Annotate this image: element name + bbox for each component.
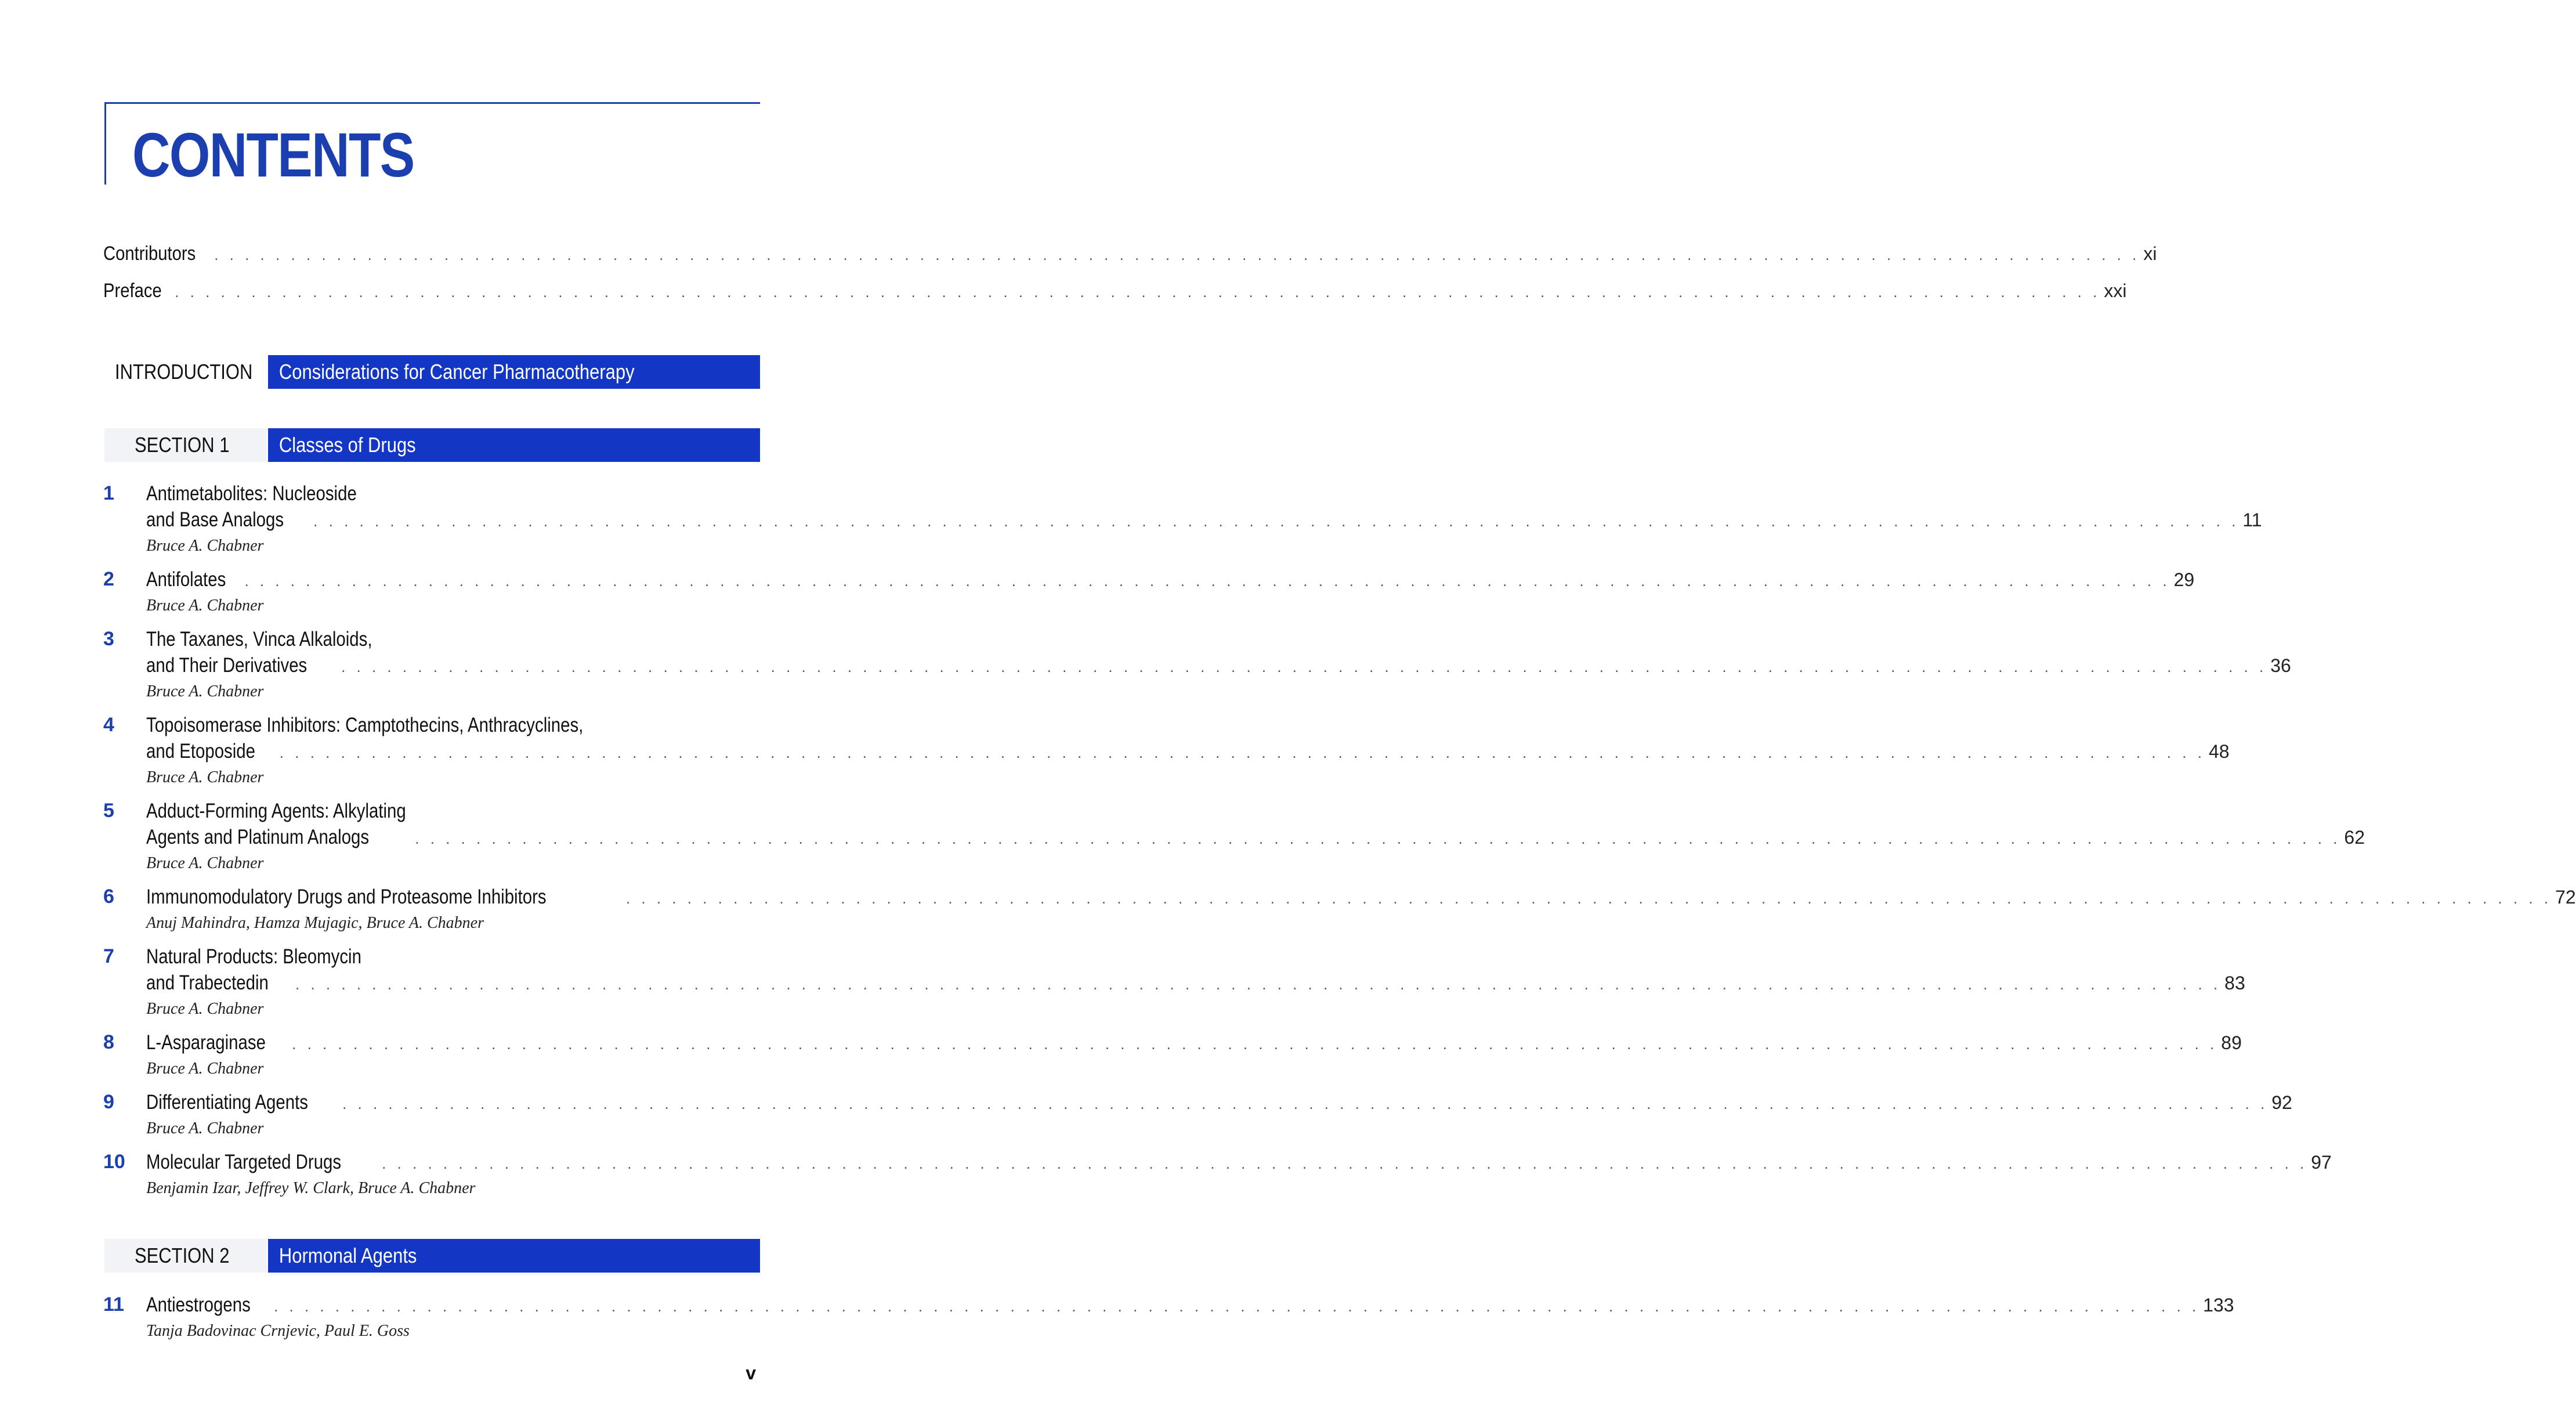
leader-dots [244, 568, 2170, 594]
chapter-title-text: Natural Products: Bleomycin [146, 945, 361, 968]
page-title: CONTENTS [132, 120, 414, 190]
chapter-entry[interactable] [103, 480, 2262, 558]
banner-label: INTRODUCTION [104, 355, 267, 389]
chapter-body [146, 480, 2262, 558]
entry-title: Preface [103, 280, 162, 302]
banner-title[interactable]: Considerations for Cancer Pharmacotherapy [268, 355, 760, 389]
page-number: v [746, 1363, 756, 1383]
chapter-title-text: and Trabectedin [146, 971, 269, 994]
chapter-page: 133 [2203, 1295, 2234, 1316]
leader-dots [175, 283, 2100, 301]
chapter-title-text: Antifolates [146, 568, 226, 591]
chapter-page: 48 [2208, 741, 2230, 762]
chapter-title-text: and Etoposide [146, 740, 255, 762]
chapter-page: 83 [2224, 973, 2245, 993]
chapter-authors: Bruce A. Chabner [146, 768, 264, 786]
chapter-title-line [146, 824, 2365, 852]
leader-dots [342, 1091, 2268, 1117]
front-matter-entry[interactable] [103, 243, 2157, 280]
chapter-title-line [146, 566, 2194, 594]
leader-dots [313, 508, 2239, 534]
chapter-entry[interactable] [103, 798, 2365, 875]
entry-title: Contributors [103, 243, 196, 265]
chapter-entry[interactable] [103, 1089, 2292, 1140]
chapter-title-text: Molecular Targeted Drugs [146, 1151, 342, 1173]
chapter-title-text: Topoisomerase Inhibitors: Camptothecins, Anthracyclines, [146, 714, 584, 736]
banner-label: SECTION 2 [104, 1239, 267, 1273]
banner-label: SECTION 1 [104, 428, 267, 462]
leader-dots [382, 1151, 2307, 1177]
chapter-title-text: The Taxanes, Vinca Alkaloids, [146, 628, 372, 651]
entry-page: xxi [2104, 280, 2127, 301]
leader-dots [274, 1293, 2199, 1320]
chapter-entry[interactable] [103, 1149, 2332, 1200]
chapter-entry[interactable] [103, 1292, 2234, 1343]
chapter-authors: Bruce A. Chabner [146, 1119, 264, 1137]
chapter-authors: Anuj Mahindra, Hamza Mujagic, Bruce A. Chabner [146, 914, 484, 932]
chapter-title-text: Adduct-Forming Agents: Alkylating [146, 800, 406, 822]
section-banner [104, 428, 760, 462]
banner-title[interactable]: Hormonal Agents [268, 1239, 760, 1273]
chapter-page: 11 [2242, 509, 2262, 530]
leader-dots [626, 886, 2552, 912]
chapter-body [146, 1029, 2242, 1080]
chapter-body [146, 712, 2230, 789]
chapter-title-line [146, 507, 2262, 534]
chapter-title-line [146, 884, 2576, 912]
chapter-page: 89 [2221, 1032, 2242, 1053]
chapter-body [146, 566, 2194, 617]
section-banner [104, 1239, 760, 1273]
chapter-entry[interactable] [103, 1029, 2242, 1080]
chapter-body [146, 884, 2576, 935]
chapter-title-text: Differentiating Agents [146, 1091, 308, 1114]
leader-dots [341, 654, 2267, 680]
chapter-title-line [146, 738, 2230, 766]
chapter-authors: Bruce A. Chabner [146, 682, 264, 700]
chapter-entry[interactable] [103, 566, 2195, 617]
chapter-title-text: and Their Derivatives [146, 654, 307, 677]
chapter-body [146, 1089, 2292, 1140]
chapter-entry[interactable] [103, 626, 2291, 703]
chapter-page: 72 [2555, 887, 2576, 908]
chapter-page: 97 [2311, 1152, 2332, 1173]
chapter-title-line [146, 1292, 2234, 1320]
chapter-title-text: Agents and Platinum Analogs [146, 826, 370, 848]
chapter-number: 10 [103, 1151, 125, 1173]
chapter-number: 3 [103, 628, 114, 650]
chapter-page: 36 [2270, 655, 2291, 676]
chapter-number: 2 [103, 568, 114, 590]
chapter-page: 62 [2344, 827, 2365, 848]
chapter-authors: Bruce A. Chabner [146, 1060, 264, 1078]
chapter-title-line [146, 712, 2230, 738]
chapter-title-text: Antimetabolites: Nucleoside [146, 482, 357, 505]
chapter-body [146, 1292, 2234, 1343]
leader-dots [292, 1031, 2217, 1057]
front-matter-entry[interactable] [103, 280, 2127, 317]
chapter-title-line [146, 970, 2245, 998]
chapter-body [146, 798, 2365, 875]
chapter-title-text: Antiestrogens [146, 1293, 251, 1316]
chapter-body [146, 944, 2245, 1021]
header-rule [104, 102, 760, 104]
front-matter-list [103, 243, 2157, 317]
chapter-number: 1 [103, 482, 114, 504]
leader-dots [280, 740, 2205, 766]
chapter-number: 11 [103, 1293, 124, 1316]
leader-dots [214, 246, 2140, 264]
chapter-number: 6 [103, 886, 114, 908]
chapter-authors: Benjamin Izar, Jeffrey W. Clark, Bruce A. Chabner [146, 1179, 476, 1197]
chapter-body [146, 1149, 2332, 1200]
chapter-title-line [146, 652, 2291, 680]
chapter-authors: Bruce A. Chabner [146, 854, 264, 872]
chapter-authors: Bruce A. Chabner [146, 597, 264, 615]
chapter-authors: Tanja Badovinac Crnjevic, Paul E. Goss [146, 1322, 410, 1340]
chapter-number: 9 [103, 1091, 114, 1113]
chapter-entry[interactable] [103, 712, 2230, 789]
chapter-title-text: and Base Analogs [146, 508, 284, 531]
chapter-title-line [146, 798, 2365, 824]
chapter-page: 92 [2271, 1092, 2292, 1113]
chapter-entry[interactable] [103, 884, 2576, 935]
chapter-authors: Bruce A. Chabner [146, 1000, 264, 1018]
banner-title[interactable]: Classes of Drugs [268, 428, 760, 462]
chapter-page: 29 [2173, 569, 2195, 590]
introduction-banner [104, 355, 760, 389]
chapter-title-line [146, 480, 2262, 507]
chapter-title-line [146, 944, 2245, 970]
chapter-body [146, 626, 2291, 703]
chapter-number: 4 [103, 714, 114, 736]
chapter-entry[interactable] [103, 944, 2245, 1021]
chapter-list [103, 1292, 2234, 1343]
leader-dots [415, 826, 2340, 852]
header-rule-vertical [104, 102, 106, 185]
chapter-title-line [146, 1149, 2332, 1177]
chapter-title-line [146, 626, 2291, 652]
leader-dots [295, 971, 2221, 998]
chapter-number: 8 [103, 1031, 114, 1053]
entry-page: xi [2143, 243, 2157, 264]
chapter-number: 5 [103, 800, 114, 822]
chapter-authors: Bruce A. Chabner [146, 537, 264, 555]
chapter-title-text: L-Asparaginase [146, 1031, 266, 1054]
chapter-list [103, 480, 2576, 1209]
chapter-title-text: Immunomodulatory Drugs and Proteasome Inhibitors [146, 886, 547, 908]
chapter-title-line [146, 1089, 2292, 1117]
chapter-number: 7 [103, 945, 114, 967]
chapter-title-line [146, 1029, 2242, 1057]
